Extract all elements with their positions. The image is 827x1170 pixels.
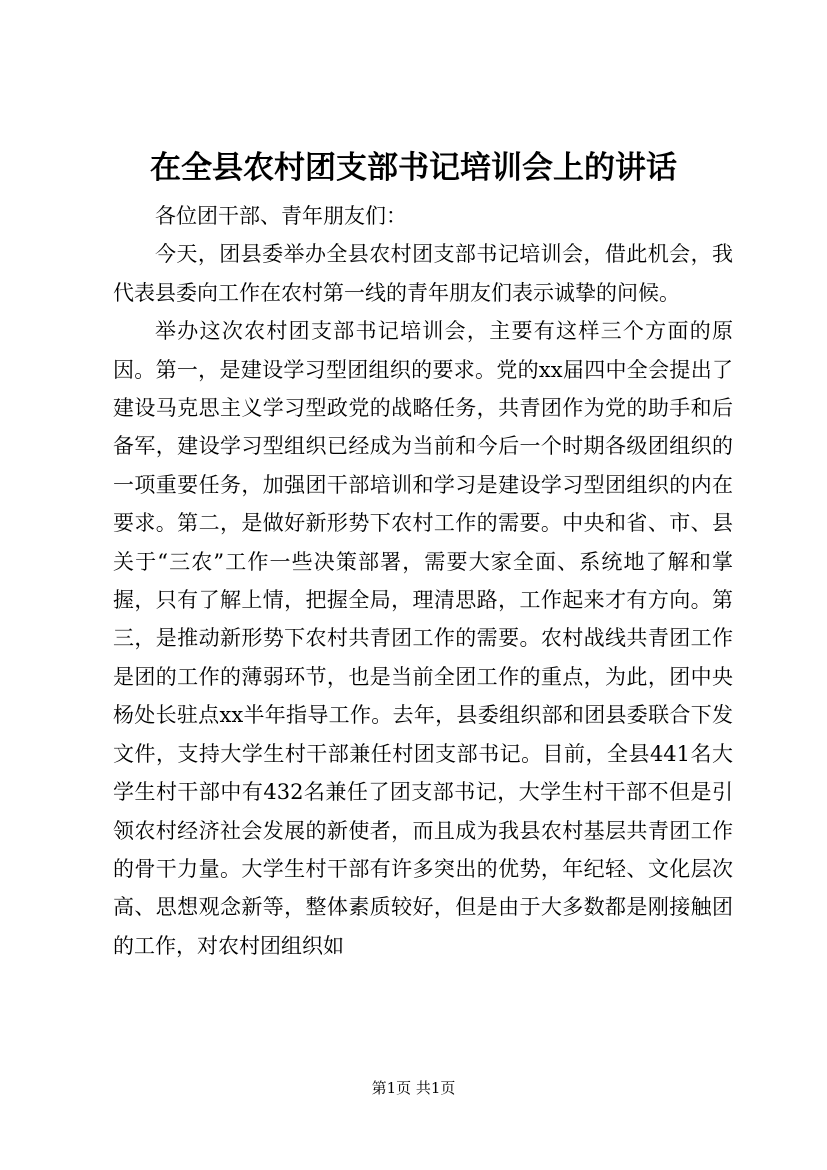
page-footer: 第1页 共1页 [371,1079,456,1097]
intro-paragraph: 今天，团县委举办全县农村团支部书记培训会，借此机会，我代表县委向工作在农村第一线的青年朋友们表示诚挚的问候。 [113,242,733,305]
document-body [113,197,733,965]
page-title: 在全县农村团支部书记培训会上的讲话 [150,150,677,186]
body-paragraph: 举办这次农村团支部书记培训会，主要有这样三个方面的原因。第一，是建设学习型团组织的要求。党的xx届四中全会提出了建设马克思主义学习型政党的战略任务，共青团作为党的助手和后备军，建设学习型组织已经成为当前和今后一个时期各级团组织的一项重要任务，加强团干部培训和学习是建设学习型团组织的内在要求。第二，是做好新形势下农村工作的需要。中央和省、市、县关于“三农”工作一些决策部署，需要大家全面、系统地了解和掌握，只有了解上情，把握全局，理清思路，工作起来才有方向。第三，是推动新形势下农村共青团工作的需要。农村战线共青团工作是团的工作的薄弱环节，也是当前全团工作的重点，为此，团中央杨处长驻点xx半年指导工作。去年，县委组织部和团县委联合下发文件，支持大学生村干部兼任村团支部书记。目前，全县441名大学生村干部中有432名兼任了团支部书记，大学生村干部不但是引领农村经济社会发展的新使者，而且成为我县农村基层共青团工作的骨干力量。大学生村干部有许多突出的优势，年纪轻、文化层次高、思想观念新等，整体素质较好，但是由于大多数都是刚接触团的工作，对农村团组织如 [113,319,733,958]
greeting-paragraph: 各位团干部、青年朋友们： [155,204,407,228]
